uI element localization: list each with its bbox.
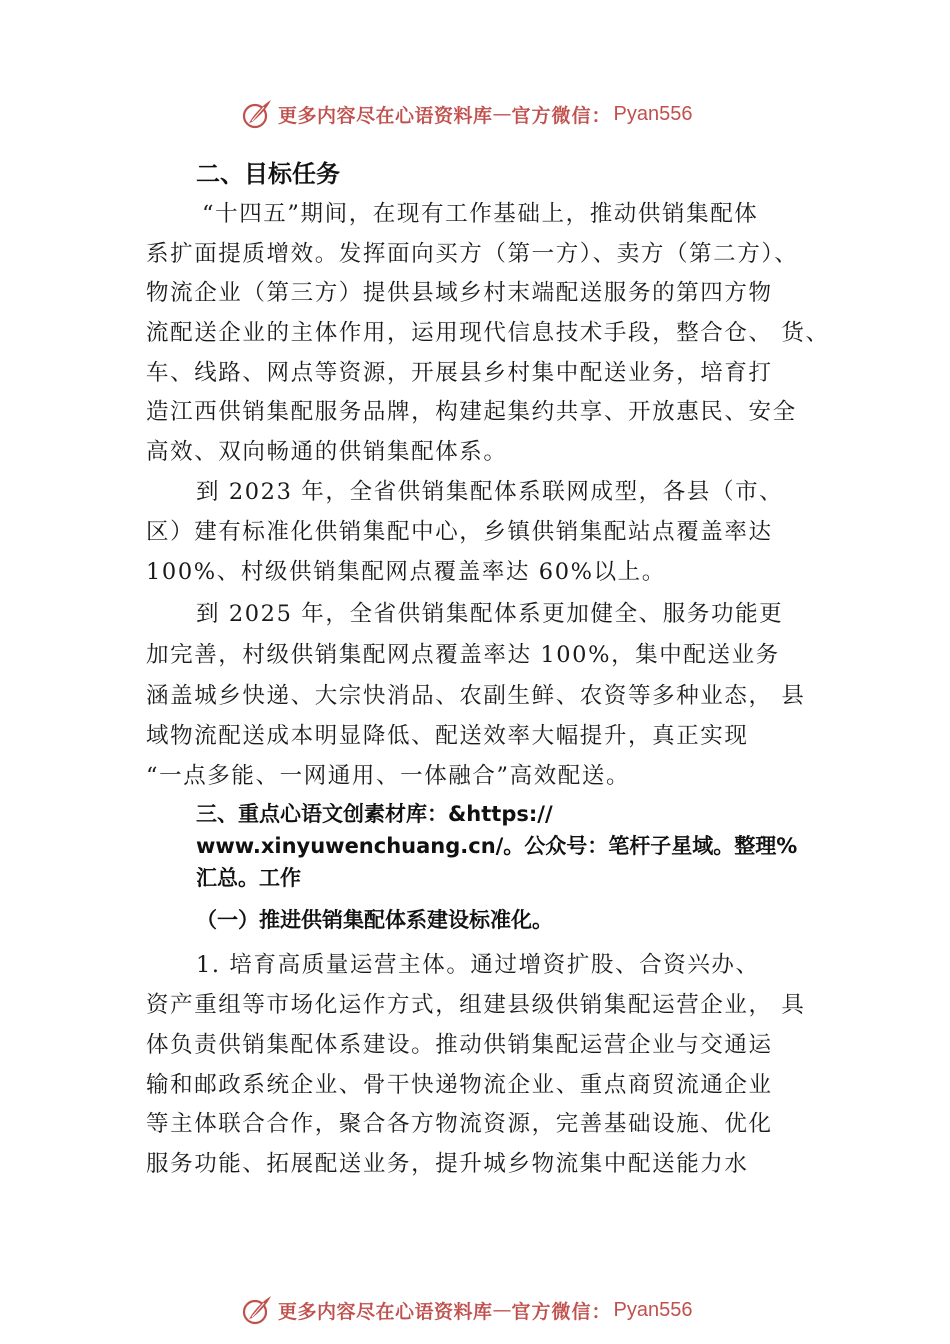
- quill-pen-logo-icon: [240, 97, 274, 131]
- section-3-title-line-2: www.xinyuwenchuang.cn/。公众号：笔杆子星域。整理%: [196, 834, 798, 858]
- para-2-line-3: 100%、村级供销集配网点覆盖率达 60%以上。: [146, 559, 666, 585]
- section-3-title-line-1: 三、重点心语文创素材库：&https://: [196, 802, 553, 826]
- item-1-line-2: 资产重组等市场化运作方式，组建县级供销集配运营企业， 具: [146, 992, 806, 1018]
- watermark-dash: —: [492, 103, 512, 125]
- header-watermark: [240, 96, 693, 132]
- para-2-line-1: 到 2023 年，全省供销集配体系联网成型，各县（市、: [196, 479, 784, 505]
- para-1-line-1: “十四五”期间，在现有工作基础上，推动供销集配体: [202, 201, 759, 227]
- para-1-line-7: 高效、双向畅通的供销集配体系。: [146, 439, 508, 465]
- para-3-line-3: 涵盖城乡快递、大宗快消品、农副生鲜、农资等多种业态， 县: [146, 683, 806, 709]
- section-2-title: 二、目标任务: [196, 160, 340, 188]
- item-1-line-4: 输和邮政系统企业、骨干快递物流企业、重点商贸流通企业: [146, 1072, 773, 1098]
- item-1-line-6: 服务功能、拓展配送业务，提升城乡物流集中配送能力水: [146, 1151, 749, 1177]
- para-3-line-1: 到 2025 年，全省供销集配体系更加健全、服务功能更: [196, 601, 784, 627]
- para-1-line-2: 系扩面提质增效。发挥面向买方（第一方）、卖方（第二方）、: [146, 241, 799, 267]
- para-1-line-4: 流配送企业的主体作用，运用现代信息技术手段，整合仓、 货、: [146, 320, 830, 346]
- para-2-line-2: 区）建有标准化供销集配中心，乡镇供销集配站点覆盖率达: [146, 519, 773, 545]
- watermark-official-label: 官方微信：: [511, 1300, 612, 1323]
- watermark-wechat-id: Pyan556: [613, 102, 693, 125]
- footer-watermark: [240, 1292, 693, 1328]
- watermark-brand-text: 更多内容尽在心语资料库: [278, 104, 493, 127]
- watermark-wechat-id: Pyan556: [613, 1298, 693, 1321]
- para-3-line-5: “一点多能、一网通用、一体融合”高效配送。: [146, 763, 631, 789]
- para-1-line-5: 车、线路、网点等资源，开展县乡村集中配送业务，培育打: [146, 360, 773, 386]
- watermark-brand-text: 更多内容尽在心语资料库: [278, 1300, 493, 1323]
- subsection-1-title: （一）推进供销集配体系建设标准化。: [196, 908, 553, 932]
- item-1-line-3: 体负责供销集配体系建设。推动供销集配运营企业与交通运: [146, 1032, 773, 1058]
- quill-pen-logo-icon: [240, 1293, 274, 1327]
- para-3-line-4: 域物流配送成本明显降低、配送效率大幅提升，真正实现: [146, 723, 749, 749]
- item-1-line-5: 等主体联合合作，聚合各方物流资源，完善基础设施、优化: [146, 1111, 773, 1137]
- para-3-line-2: 加完善，村级供销集配网点覆盖率达 100%，集中配送业务: [146, 642, 780, 668]
- item-1-line-1: 1. 培育高质量运营主体。通过增资扩股、合资兴办、: [196, 952, 760, 978]
- para-1-line-6: 造江西供销集配服务品牌，构建起集约共享、开放惠民、安全: [146, 399, 797, 425]
- watermark-official-label: 官方微信：: [511, 104, 612, 127]
- section-3-title-line-3: 汇总。工作: [196, 866, 301, 890]
- watermark-dash: —: [492, 1299, 512, 1321]
- para-1-line-3: 物流企业（第三方）提供县域乡村末端配送服务的第四方物: [146, 280, 773, 306]
